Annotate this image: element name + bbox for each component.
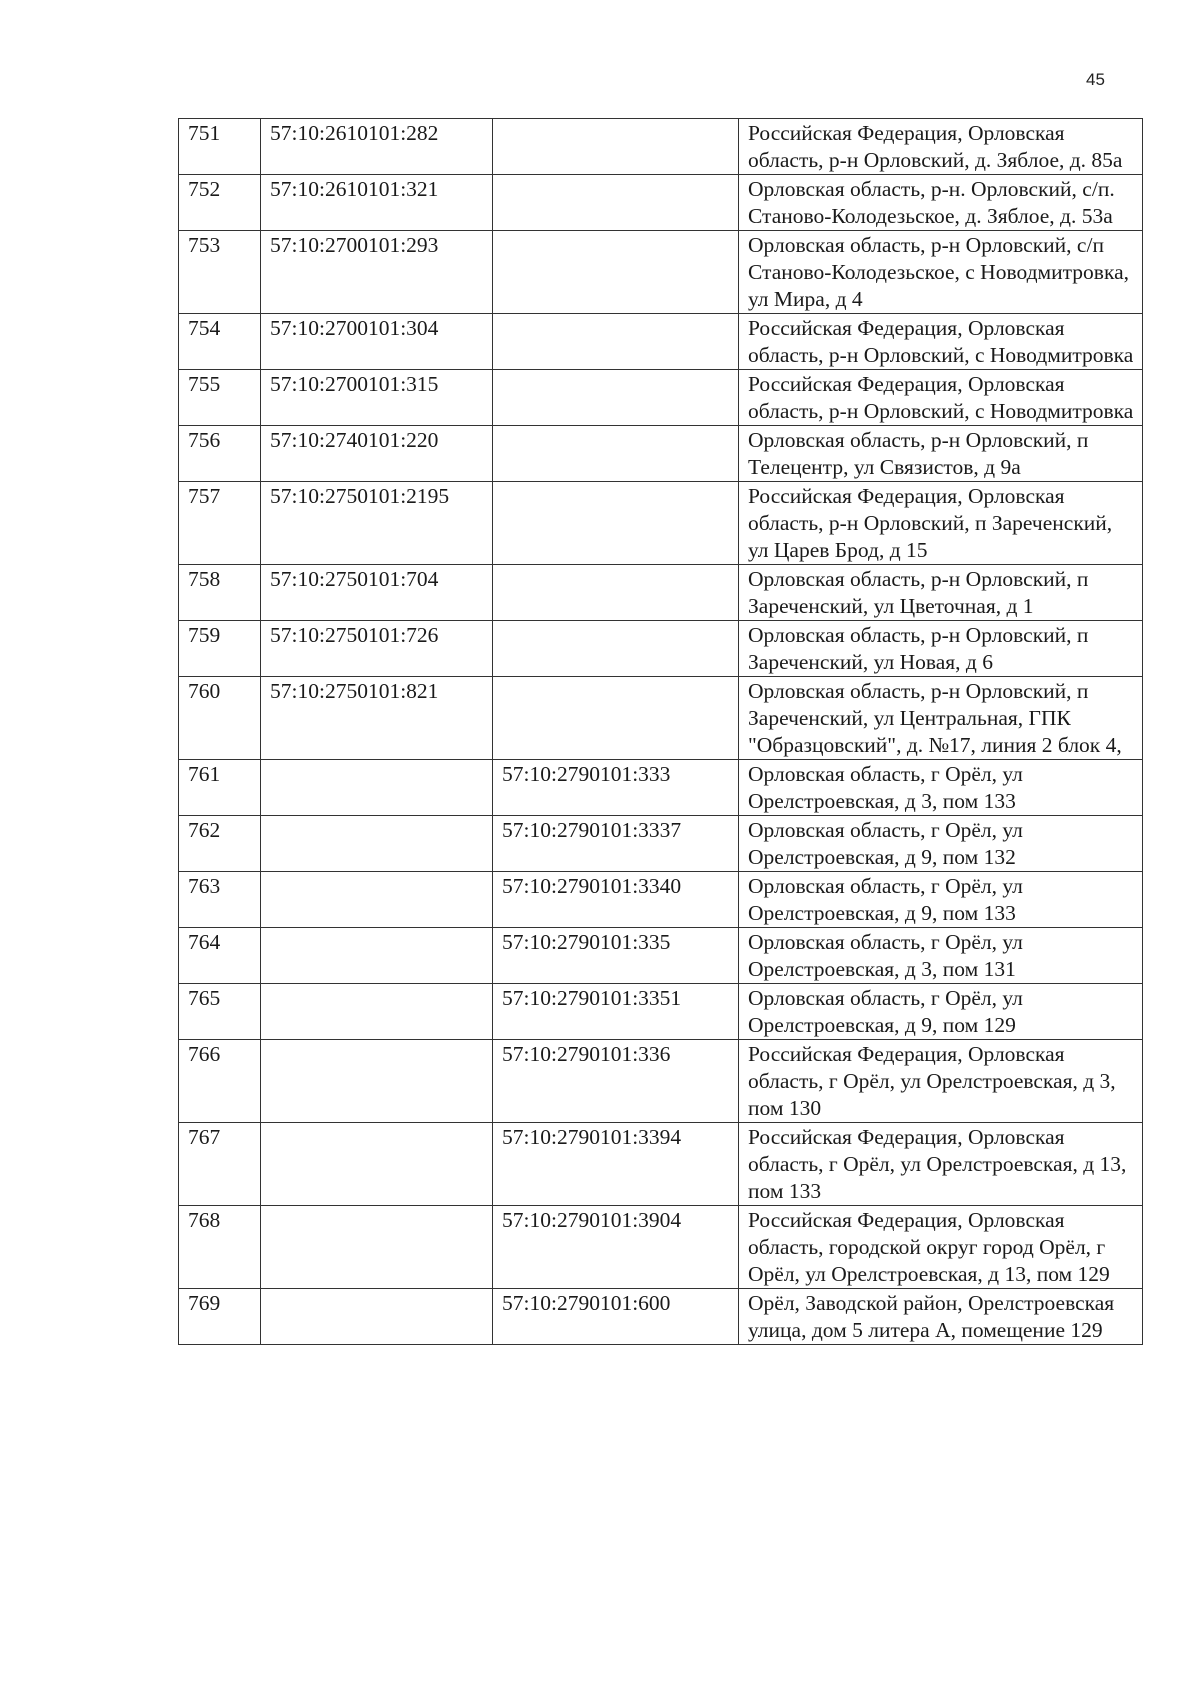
premises-cadastral-number-cell: 57:10:2790101:600	[493, 1289, 739, 1345]
premises-cadastral-number-cell: 57:10:2790101:333	[493, 760, 739, 816]
row-number-cell: 769	[179, 1289, 261, 1345]
row-number-cell: 767	[179, 1123, 261, 1206]
table-row	[179, 1040, 1143, 1123]
registry-table	[178, 118, 1143, 1345]
land-cadastral-number-cell	[261, 1123, 493, 1206]
table-row	[179, 370, 1143, 426]
premises-cadastral-number-cell	[493, 314, 739, 370]
table-row	[179, 119, 1143, 175]
table-row	[179, 482, 1143, 565]
premises-cadastral-number-cell: 57:10:2790101:335	[493, 928, 739, 984]
land-cadastral-number-cell	[261, 760, 493, 816]
table-row	[179, 677, 1143, 760]
land-cadastral-number-cell: 57:10:2750101:726	[261, 621, 493, 677]
premises-cadastral-number-cell	[493, 677, 739, 760]
premises-cadastral-number-cell: 57:10:2790101:3351	[493, 984, 739, 1040]
address-cell: Орловская область, р-н Орловский, п Зареченский, ул Цветочная, д 1	[739, 565, 1143, 621]
premises-cadastral-number-cell	[493, 565, 739, 621]
address-cell: Российская Федерация, Орловская область, р-н Орловский, с Новодмитровка	[739, 314, 1143, 370]
address-cell: Орловская область, р-н. Орловский, с/п. Станово-Колодезьское, д. Зяблое, д. 53а	[739, 175, 1143, 231]
premises-cadastral-number-cell	[493, 621, 739, 677]
land-cadastral-number-cell: 57:10:2610101:321	[261, 175, 493, 231]
land-cadastral-number-cell	[261, 872, 493, 928]
address-cell: Российская Федерация, Орловская область, городской округ город Орёл, г Орёл, ул Орелстроевская, д 13, пом 129	[739, 1206, 1143, 1289]
address-cell: Орловская область, р-н Орловский, п Зареченский, ул Центральная, ГПК "Образцовский", д. №17, линия 2 блок 4,	[739, 677, 1143, 760]
premises-cadastral-number-cell	[493, 482, 739, 565]
row-number-cell: 764	[179, 928, 261, 984]
address-cell: Орловская область, г Орёл, ул Орелстроевская, д 3, пом 133	[739, 760, 1143, 816]
premises-cadastral-number-cell	[493, 231, 739, 314]
table-row	[179, 565, 1143, 621]
address-cell: Орловская область, г Орёл, ул Орелстроевская, д 9, пом 129	[739, 984, 1143, 1040]
land-cadastral-number-cell: 57:10:2740101:220	[261, 426, 493, 482]
table-row	[179, 1206, 1143, 1289]
land-cadastral-number-cell	[261, 816, 493, 872]
land-cadastral-number-cell: 57:10:2750101:704	[261, 565, 493, 621]
address-cell: Орёл, Заводской район, Орелстроевская улица, дом 5 литера А, помещение 129	[739, 1289, 1143, 1345]
table-row	[179, 231, 1143, 314]
premises-cadastral-number-cell: 57:10:2790101:3904	[493, 1206, 739, 1289]
row-number-cell: 758	[179, 565, 261, 621]
premises-cadastral-number-cell: 57:10:2790101:3340	[493, 872, 739, 928]
land-cadastral-number-cell: 57:10:2700101:315	[261, 370, 493, 426]
table-row	[179, 621, 1143, 677]
row-number-cell: 753	[179, 231, 261, 314]
land-cadastral-number-cell: 57:10:2610101:282	[261, 119, 493, 175]
table-row	[179, 984, 1143, 1040]
address-cell: Российская Федерация, Орловская область, г Орёл, ул Орелстроевская, д 13, пом 133	[739, 1123, 1143, 1206]
row-number-cell: 766	[179, 1040, 261, 1123]
land-cadastral-number-cell: 57:10:2700101:293	[261, 231, 493, 314]
address-cell: Орловская область, г Орёл, ул Орелстроевская, д 3, пом 131	[739, 928, 1143, 984]
row-number-cell: 756	[179, 426, 261, 482]
row-number-cell: 768	[179, 1206, 261, 1289]
land-cadastral-number-cell: 57:10:2750101:2195	[261, 482, 493, 565]
premises-cadastral-number-cell	[493, 370, 739, 426]
premises-cadastral-number-cell	[493, 175, 739, 231]
premises-cadastral-number-cell	[493, 426, 739, 482]
row-number-cell: 751	[179, 119, 261, 175]
address-cell: Орловская область, р-н Орловский, с/п Станово-Колодезьское, с Новодмитровка, ул Мира, д 4	[739, 231, 1143, 314]
table-row	[179, 816, 1143, 872]
row-number-cell: 755	[179, 370, 261, 426]
table-row	[179, 872, 1143, 928]
address-cell: Российская Федерация, Орловская область, р-н Орловский, п Зареченский, ул Царев Брод, д 15	[739, 482, 1143, 565]
address-cell: Орловская область, р-н Орловский, п Зареченский, ул Новая, д 6	[739, 621, 1143, 677]
registry-table-body	[179, 119, 1143, 1345]
premises-cadastral-number-cell: 57:10:2790101:336	[493, 1040, 739, 1123]
land-cadastral-number-cell	[261, 928, 493, 984]
table-row	[179, 760, 1143, 816]
table-row	[179, 1123, 1143, 1206]
address-cell: Орловская область, р-н Орловский, п Телецентр, ул Связистов, д 9а	[739, 426, 1143, 482]
row-number-cell: 760	[179, 677, 261, 760]
land-cadastral-number-cell: 57:10:2700101:304	[261, 314, 493, 370]
table-row	[179, 314, 1143, 370]
row-number-cell: 752	[179, 175, 261, 231]
row-number-cell: 759	[179, 621, 261, 677]
address-cell: Российская Федерация, Орловская область, р-н Орловский, д. Зяблое, д. 85а	[739, 119, 1143, 175]
row-number-cell: 763	[179, 872, 261, 928]
land-cadastral-number-cell: 57:10:2750101:821	[261, 677, 493, 760]
row-number-cell: 757	[179, 482, 261, 565]
row-number-cell: 762	[179, 816, 261, 872]
table-row	[179, 175, 1143, 231]
address-cell: Орловская область, г Орёл, ул Орелстроевская, д 9, пом 133	[739, 872, 1143, 928]
table-row	[179, 426, 1143, 482]
premises-cadastral-number-cell	[493, 119, 739, 175]
table-row	[179, 928, 1143, 984]
row-number-cell: 754	[179, 314, 261, 370]
land-cadastral-number-cell	[261, 1040, 493, 1123]
row-number-cell: 765	[179, 984, 261, 1040]
table-row	[179, 1289, 1143, 1345]
row-number-cell: 761	[179, 760, 261, 816]
address-cell: Российская Федерация, Орловская область, р-н Орловский, с Новодмитровка	[739, 370, 1143, 426]
address-cell: Орловская область, г Орёл, ул Орелстроевская, д 9, пом 132	[739, 816, 1143, 872]
land-cadastral-number-cell	[261, 1289, 493, 1345]
premises-cadastral-number-cell: 57:10:2790101:3337	[493, 816, 739, 872]
land-cadastral-number-cell	[261, 984, 493, 1040]
address-cell: Российская Федерация, Орловская область, г Орёл, ул Орелстроевская, д 3, пом 130	[739, 1040, 1143, 1123]
land-cadastral-number-cell	[261, 1206, 493, 1289]
premises-cadastral-number-cell: 57:10:2790101:3394	[493, 1123, 739, 1206]
page-number: 45	[1086, 70, 1105, 89]
